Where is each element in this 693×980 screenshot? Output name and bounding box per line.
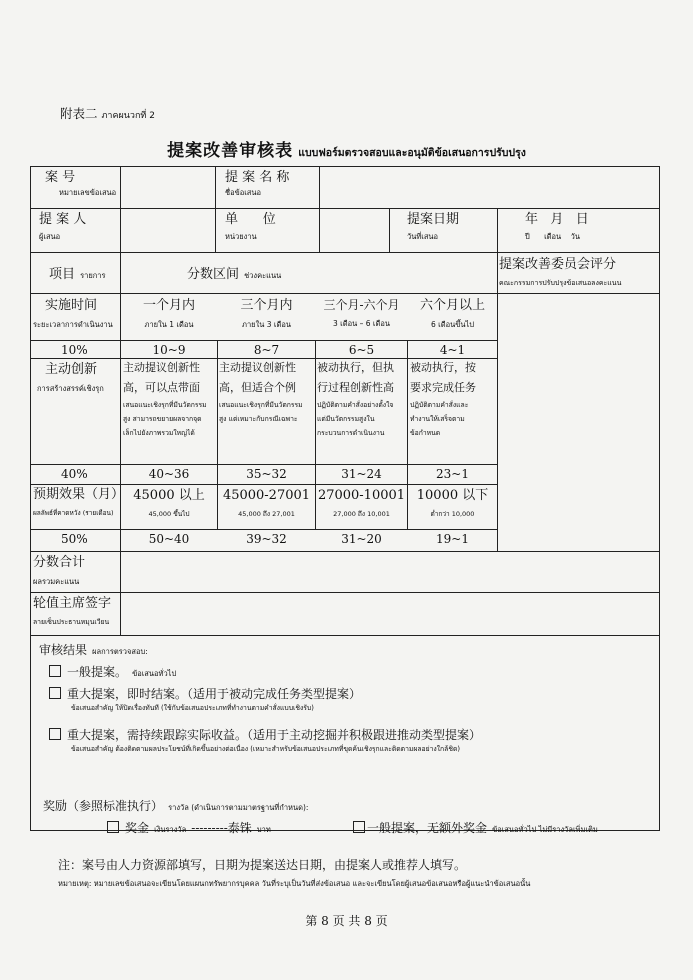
chair-signature-field[interactable] bbox=[123, 595, 657, 633]
footer-note-th: หมายเหตุ: หมายเลขข้อเสนอจะเขียนโดยแผนกทรัพยากรบุคคล วันที่ระบุเป็นวันที่ส่งข้อเสนอ และจะเขียนโดยผู้เสนอข้อเสนอหรือผู้แนะนำข้อเสนอนั้น bbox=[58, 879, 531, 888]
review-option-general[interactable]: 一般提案。 ข้อเสนอทั่วไป bbox=[49, 661, 176, 681]
innovation-col-1: 主动提议创新性 高，可以点带面 เสนอแนะเชิงรุกที่มีนวัตกรรม สูง สามารถขยายผลจากจุด เล็กไปยังภาพรวมใหญ่ได้ bbox=[123, 361, 207, 438]
effect-weight: 50% bbox=[61, 532, 88, 546]
innovation-score-4: 23~1 bbox=[436, 467, 469, 481]
bonus-amount-field[interactable]: ---------泰铢 bbox=[191, 821, 252, 835]
time-score-2: 8~7 bbox=[253, 343, 280, 357]
effect-col-2: 45000-27001 45,000 ถึง 27,001 bbox=[222, 488, 311, 519]
time-col-4: 六个月以上 6 เดือนขึ้นไป bbox=[419, 298, 485, 330]
innovation-score-3: 31~24 bbox=[341, 467, 382, 481]
review-result-label: 审核结果 ผลการตรวจสอบ: bbox=[39, 643, 148, 657]
effect-score-2: 39~32 bbox=[246, 532, 287, 546]
title-th: แบบฟอร์มตรวจสอบและอนุมัติข้อเสนอการปรับปรุง bbox=[298, 147, 526, 159]
effect-score-4: 19~1 bbox=[436, 532, 469, 546]
effect-col-4: 10000 以下 ต่ำกว่า 10,000 bbox=[416, 488, 489, 519]
innovation-col-4: 被动执行，按 要求完成任务 ปฏิบัติตามคำสั่งและ ทำงานให้เสร็จตาม ข้อกำหนด bbox=[410, 361, 476, 438]
effect-score-3: 31~20 bbox=[341, 532, 382, 546]
page-title bbox=[0, 136, 693, 161]
review-option-major-track[interactable]: 重大提案，需持续跟踪实际收益。（适用于主动挖掘并积极跟进推动类型提案） bbox=[49, 724, 481, 744]
innovation-label: 主动创新 การสร้างสรรค์เชิงรุก bbox=[37, 362, 104, 394]
score-range-header: 分数区间 ช่วงคะแนน bbox=[187, 267, 282, 282]
case-no-field[interactable] bbox=[129, 169, 213, 206]
reward-label: 奖励（参照标准执行） รางวัล (ดำเนินการตามมาตรฐานที่กำหนด): bbox=[43, 799, 309, 813]
checkbox-major-close[interactable] bbox=[49, 687, 61, 699]
effect-score-1: 50~40 bbox=[148, 532, 190, 546]
appendix-label bbox=[60, 104, 155, 122]
proposal-name-label: 提 案 名 称 ชื่อข้อเสนอ bbox=[225, 170, 290, 198]
effect-label: 预期效果（月） ผลลัพธ์ที่คาดหวัง (รายเดือน) bbox=[33, 487, 125, 518]
total-score-field[interactable] bbox=[123, 554, 657, 590]
checkbox-general[interactable] bbox=[49, 665, 61, 677]
time-col-1: 一个月内 ภายใน 1 เดือน bbox=[142, 298, 195, 330]
innovation-col-3: 被动执行，但执 行过程创新性高 ปฏิบัติตามคำสั่งอย่างตั้งใจ แต่มีนวัตกรรมสูงใน กระบวนการดำเนินงาน bbox=[317, 361, 394, 438]
checkbox-no-bonus[interactable] bbox=[353, 821, 365, 833]
page-number: 第 8 页 共 8 页 bbox=[305, 914, 388, 928]
time-col-3: 三个月-六个月 3 เดือน – 6 เดือน bbox=[323, 298, 400, 328]
time-weight: 10% bbox=[61, 343, 88, 357]
unit-label: 单 位 หน่วยงาน bbox=[225, 212, 276, 242]
time-label: 实施时间 ระยะเวลาการดำเนินงาน bbox=[33, 298, 113, 330]
appendix-zh: 附表二 bbox=[60, 106, 98, 121]
time-score-1: 10~9 bbox=[152, 343, 186, 357]
reward-option-bonus[interactable]: 奖金 เงินรางวัล ---------泰铢 บาท bbox=[107, 817, 271, 837]
total-score-label: 分数合计 ผลรวมคะแนน bbox=[33, 555, 86, 587]
chair-signature-label: 轮值主席签字 ลายเซ็นประธานหมุนเวียน bbox=[33, 596, 112, 627]
proposer-field[interactable] bbox=[129, 211, 213, 250]
innovation-col-2: 主动提议创新性 高，但适合个例 เสนอแนะเชิงรุกที่มีนวัตกรรม สูง แต่เหมาะกับกรณีเฉพาะ bbox=[219, 361, 303, 423]
time-score-4: 4~1 bbox=[439, 343, 466, 357]
checkbox-major-track[interactable] bbox=[49, 728, 61, 740]
footer-note-zh: 注：案号由人力资源部填写，日期为提案送达日期，由提案人或推荐人填写。 bbox=[58, 858, 467, 872]
innovation-score-2: 35~32 bbox=[246, 467, 287, 481]
appendix-th: ภาคผนวกที่ 2 bbox=[101, 111, 155, 121]
time-col-2: 三个月内 ภายใน 3 เดือน bbox=[240, 298, 293, 330]
unit-field[interactable] bbox=[323, 211, 385, 250]
proposal-date-field[interactable]: 年 月 日 ปี เดือน วัน bbox=[525, 212, 589, 242]
checkbox-bonus[interactable] bbox=[107, 821, 119, 833]
time-score-3: 6~5 bbox=[348, 343, 375, 357]
reward-option-no-bonus[interactable]: 一般提案，无额外奖金 ข้อเสนอทั่วไป ไม่มีรางวัลเพิ่มเติม bbox=[353, 817, 598, 837]
proposal-date-label: 提案日期 วันที่เสนอ bbox=[407, 212, 460, 242]
title-zh: 提案改善审核表 bbox=[167, 141, 294, 161]
case-no-label: 案 号 หมายเลขข้อเสนอ bbox=[45, 170, 117, 198]
innovation-weight: 40% bbox=[61, 467, 88, 481]
innovation-score-1: 40~36 bbox=[148, 467, 190, 481]
effect-col-3: 27000-10001 27,000 ถึง 10,001 bbox=[317, 488, 406, 519]
review-option-major-close[interactable]: 重大提案，即时结案。（适用于被动完成任务类型提案） bbox=[49, 683, 361, 703]
proposal-name-field[interactable] bbox=[323, 169, 653, 206]
review-option-major-track-th: ข้อเสนอสำคัญ ต้องติดตามผลประโยชน์ที่เกิดขึ้นอย่างต่อเนื่อง (เหมาะสำหรับข้อเสนอประเภทที่ขุดค้นเชิงรุกและติดตามผลอย่างใกล้ชิด) bbox=[71, 745, 461, 753]
item-header: 项目 รายการ bbox=[49, 267, 106, 282]
committee-score-field[interactable] bbox=[501, 297, 657, 549]
effect-col-1: 45000 以上 45,000 ขึ้นไป bbox=[133, 488, 205, 519]
review-option-major-close-th: ข้อเสนอสำคัญ ให้ปิดเรื่องทันที (ใช้กับข้อเสนอประเภทที่ทำงานตามคำสั่งแบบเชิงรับ) bbox=[71, 704, 314, 712]
proposer-label: 提 案 人 ผู้เสนอ bbox=[39, 212, 87, 242]
review-form-table bbox=[30, 166, 660, 835]
committee-score-header: 提案改善委员会评分 คณะกรรมการปรับปรุงข้อเสนอลงคะแนน bbox=[499, 257, 622, 288]
